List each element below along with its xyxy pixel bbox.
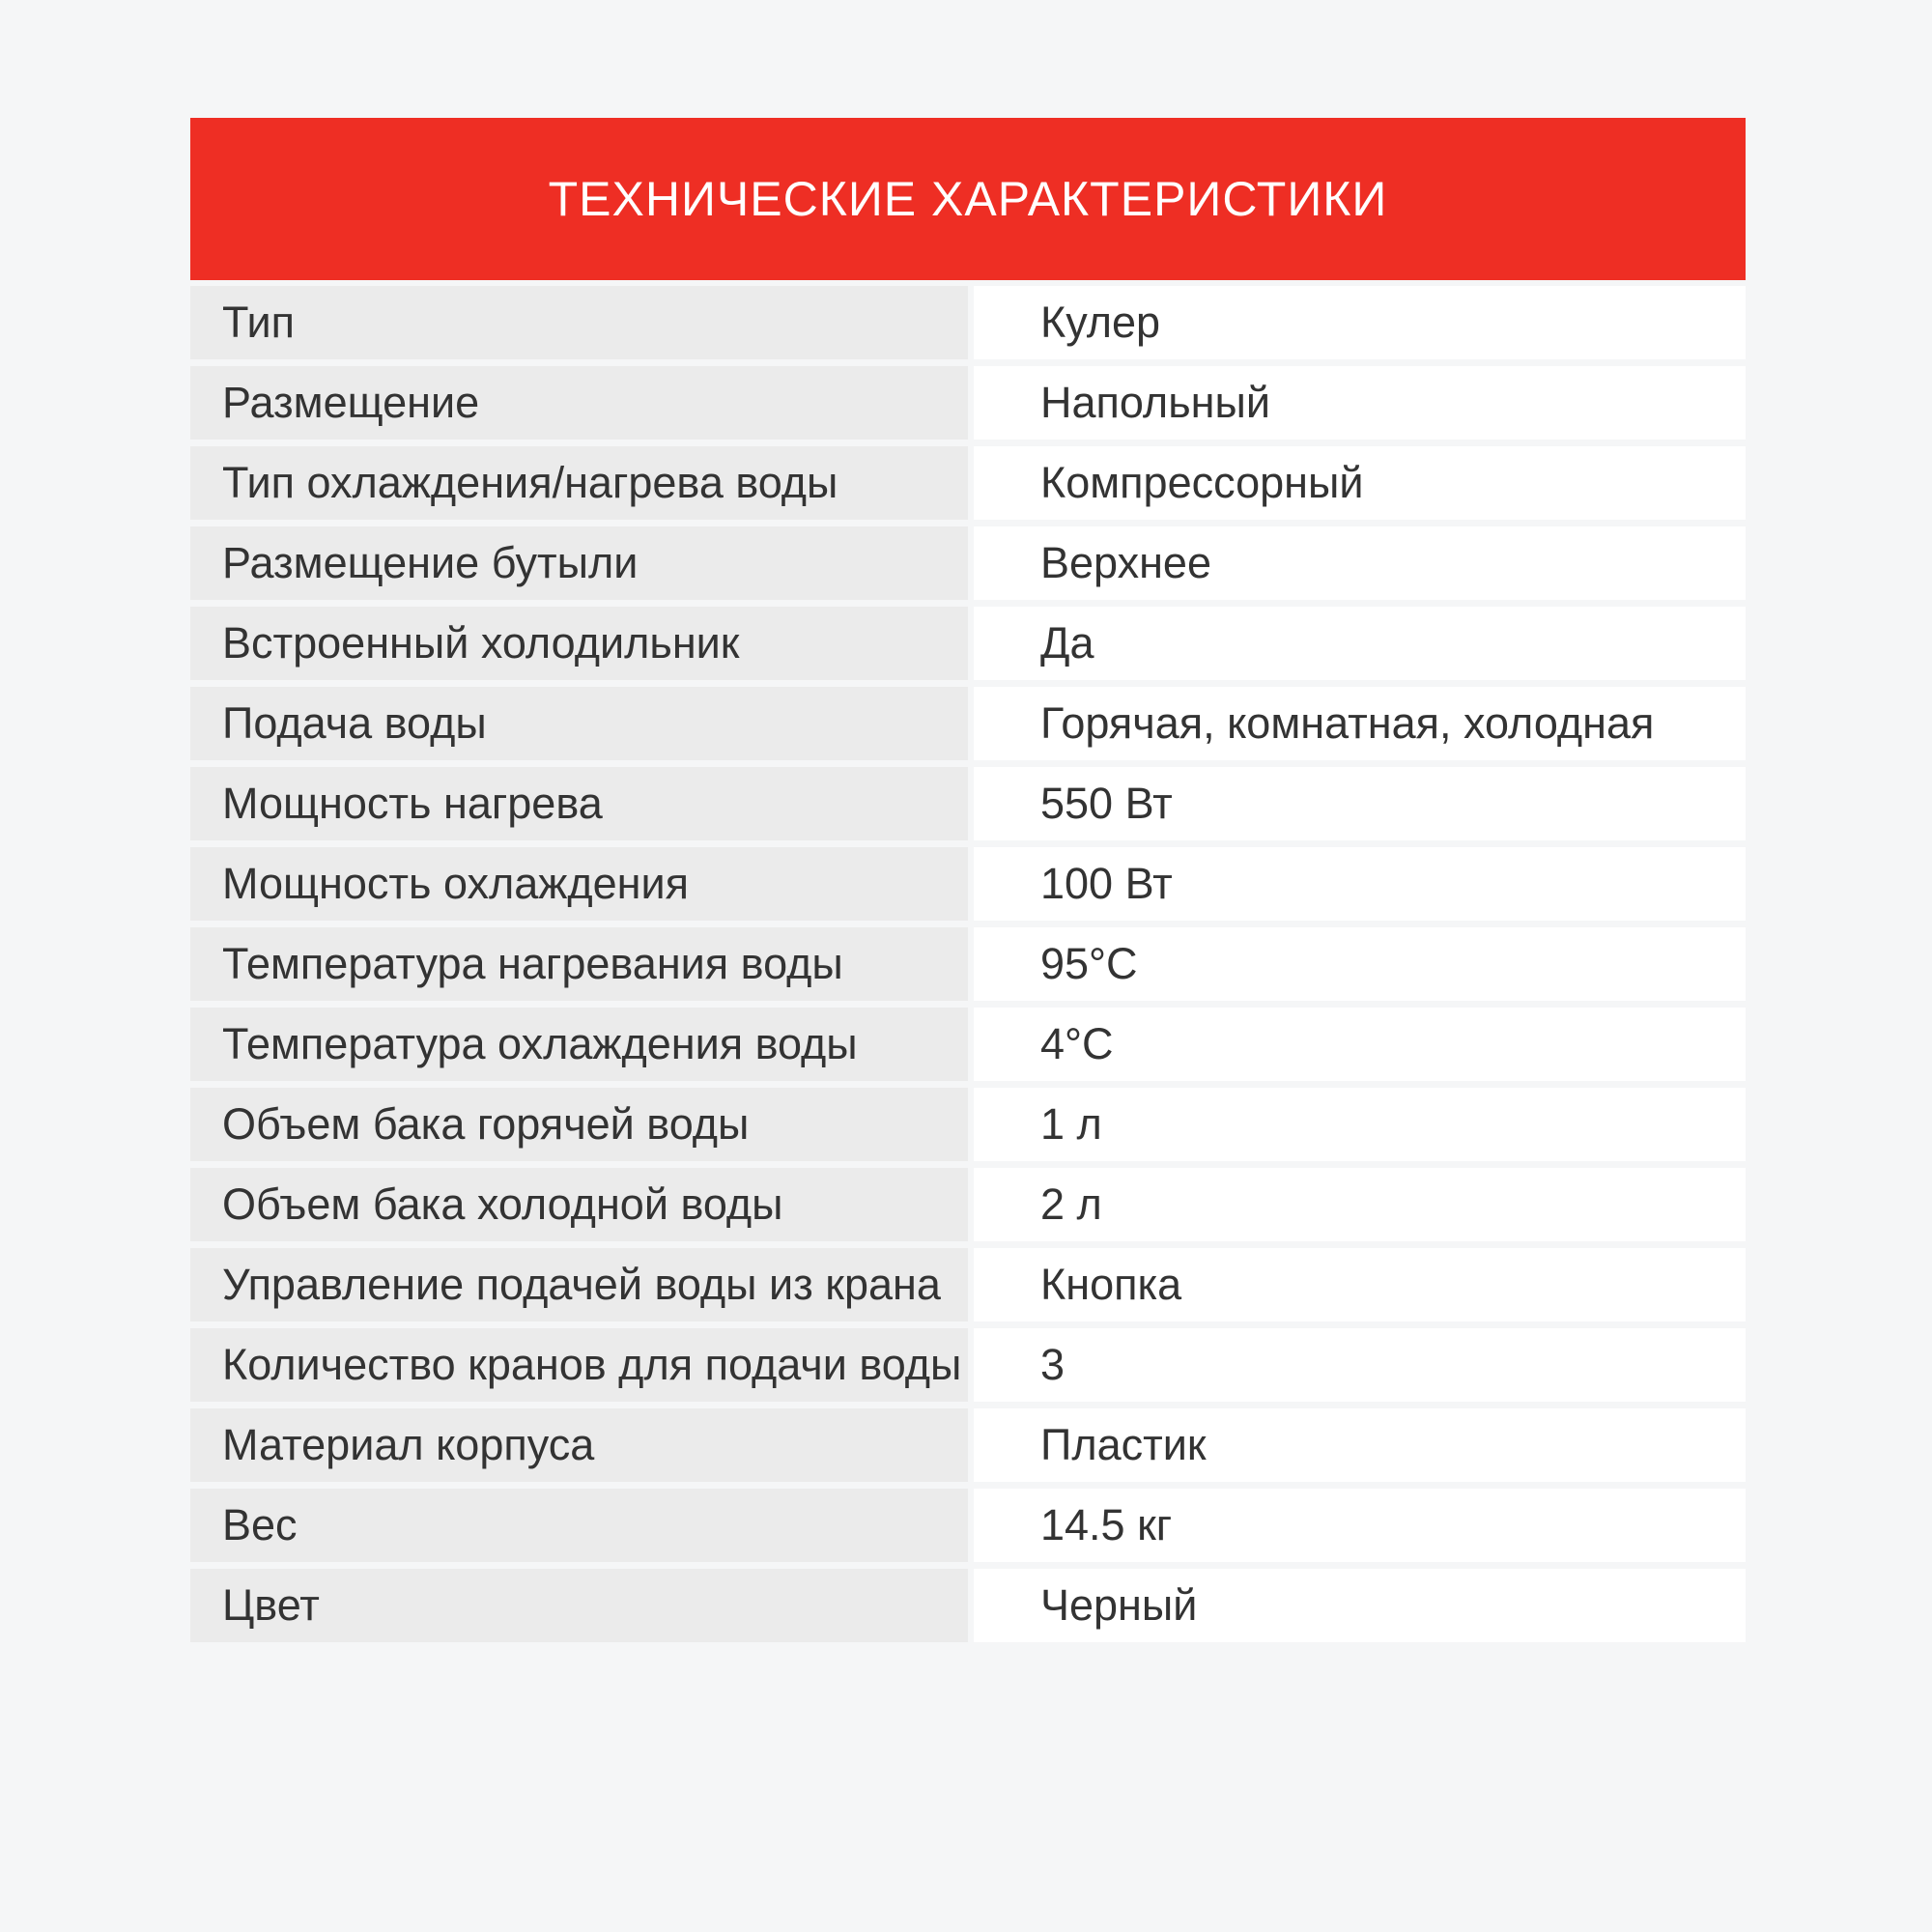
spec-value: 550 Вт xyxy=(1040,779,1173,828)
spec-label-cell xyxy=(190,366,968,440)
spec-row xyxy=(190,446,1746,520)
spec-value: 100 Вт xyxy=(1040,859,1173,908)
spec-row xyxy=(190,607,1746,680)
spec-value: 4°C xyxy=(1040,1019,1114,1068)
spec-value-cell xyxy=(974,767,1746,840)
spec-label: Тип охлаждения/нагрева воды xyxy=(222,458,838,507)
spec-label-cell xyxy=(190,607,968,680)
spec-label: Мощность охлаждения xyxy=(222,859,690,908)
spec-label: Вес xyxy=(222,1500,298,1549)
spec-label-cell xyxy=(190,1248,968,1321)
spec-value-cell xyxy=(974,607,1746,680)
spec-value-cell xyxy=(974,1088,1746,1161)
spec-value: 14.5 кг xyxy=(1040,1500,1173,1549)
spec-row xyxy=(190,1569,1746,1642)
spec-row xyxy=(190,767,1746,840)
spec-rows xyxy=(190,286,1746,1642)
spec-row xyxy=(190,286,1746,359)
spec-label: Температура нагревания воды xyxy=(222,939,843,988)
spec-label: Количество кранов для подачи воды xyxy=(222,1340,962,1389)
spec-label-cell xyxy=(190,1408,968,1482)
spec-label: Объем бака холодной воды xyxy=(222,1179,783,1229)
spec-label-cell xyxy=(190,767,968,840)
spec-row xyxy=(190,1168,1746,1241)
table-header-banner xyxy=(190,118,1746,280)
spec-label-cell xyxy=(190,1489,968,1562)
spec-label-cell xyxy=(190,286,968,359)
spec-label-cell xyxy=(190,1168,968,1241)
spec-row xyxy=(190,1248,1746,1321)
spec-value: Горячая, комнатная, холодная xyxy=(1040,698,1655,748)
spec-value-cell xyxy=(974,687,1746,760)
spec-label-cell xyxy=(190,1088,968,1161)
spec-value: 3 xyxy=(1040,1340,1065,1389)
spec-value: Напольный xyxy=(1040,378,1270,427)
spec-label-cell xyxy=(190,687,968,760)
spec-label-cell xyxy=(190,526,968,600)
spec-label-cell xyxy=(190,446,968,520)
spec-label: Управление подачей воды из крана xyxy=(222,1260,941,1309)
spec-label: Материал корпуса xyxy=(222,1420,595,1469)
spec-label: Размещение бутыли xyxy=(222,538,639,587)
spec-label: Тип xyxy=(222,298,296,347)
spec-label: Объем бака горячей воды xyxy=(222,1099,750,1149)
spec-row xyxy=(190,927,1746,1001)
spec-value-cell xyxy=(974,1248,1746,1321)
spec-row xyxy=(190,1008,1746,1081)
spec-value: 95°C xyxy=(1040,939,1138,988)
spec-table xyxy=(190,118,1746,1649)
spec-value-cell xyxy=(974,1489,1746,1562)
spec-row xyxy=(190,1088,1746,1161)
spec-label: Размещение xyxy=(222,378,480,427)
spec-label-cell xyxy=(190,1008,968,1081)
spec-value-cell xyxy=(974,1168,1746,1241)
spec-row xyxy=(190,847,1746,921)
spec-row xyxy=(190,366,1746,440)
spec-row xyxy=(190,687,1746,760)
spec-value-cell xyxy=(974,1569,1746,1642)
spec-row xyxy=(190,1489,1746,1562)
spec-value-cell xyxy=(974,1008,1746,1081)
spec-value-cell xyxy=(974,366,1746,440)
spec-label: Мощность нагрева xyxy=(222,779,603,828)
spec-value: Кулер xyxy=(1040,298,1161,347)
spec-value-cell xyxy=(974,1328,1746,1402)
spec-value-cell xyxy=(974,526,1746,600)
spec-value-cell xyxy=(974,1408,1746,1482)
spec-value-cell xyxy=(974,446,1746,520)
table-title: ТЕХНИЧЕСКИЕ ХАРАКТЕРИСТИКИ xyxy=(548,172,1388,226)
spec-row xyxy=(190,1328,1746,1402)
spec-label: Температура охлаждения воды xyxy=(222,1019,858,1068)
spec-label-cell xyxy=(190,1569,968,1642)
spec-value-cell xyxy=(974,927,1746,1001)
spec-label: Цвет xyxy=(222,1580,320,1630)
spec-value: 1 л xyxy=(1040,1099,1102,1149)
spec-value: Компрессорный xyxy=(1040,458,1364,507)
spec-value: Верхнее xyxy=(1040,538,1211,587)
spec-label: Подача воды xyxy=(222,698,487,748)
spec-value: Да xyxy=(1040,618,1094,668)
spec-row xyxy=(190,1408,1746,1482)
spec-label-cell xyxy=(190,927,968,1001)
spec-value: 2 л xyxy=(1040,1179,1102,1229)
spec-row xyxy=(190,526,1746,600)
spec-value: Пластик xyxy=(1040,1420,1207,1469)
spec-label-cell xyxy=(190,847,968,921)
spec-value: Черный xyxy=(1040,1580,1198,1630)
spec-value-cell xyxy=(974,286,1746,359)
spec-label: Встроенный холодильник xyxy=(222,618,740,668)
spec-value: Кнопка xyxy=(1040,1260,1182,1309)
spec-value-cell xyxy=(974,847,1746,921)
spec-label-cell xyxy=(190,1328,968,1402)
